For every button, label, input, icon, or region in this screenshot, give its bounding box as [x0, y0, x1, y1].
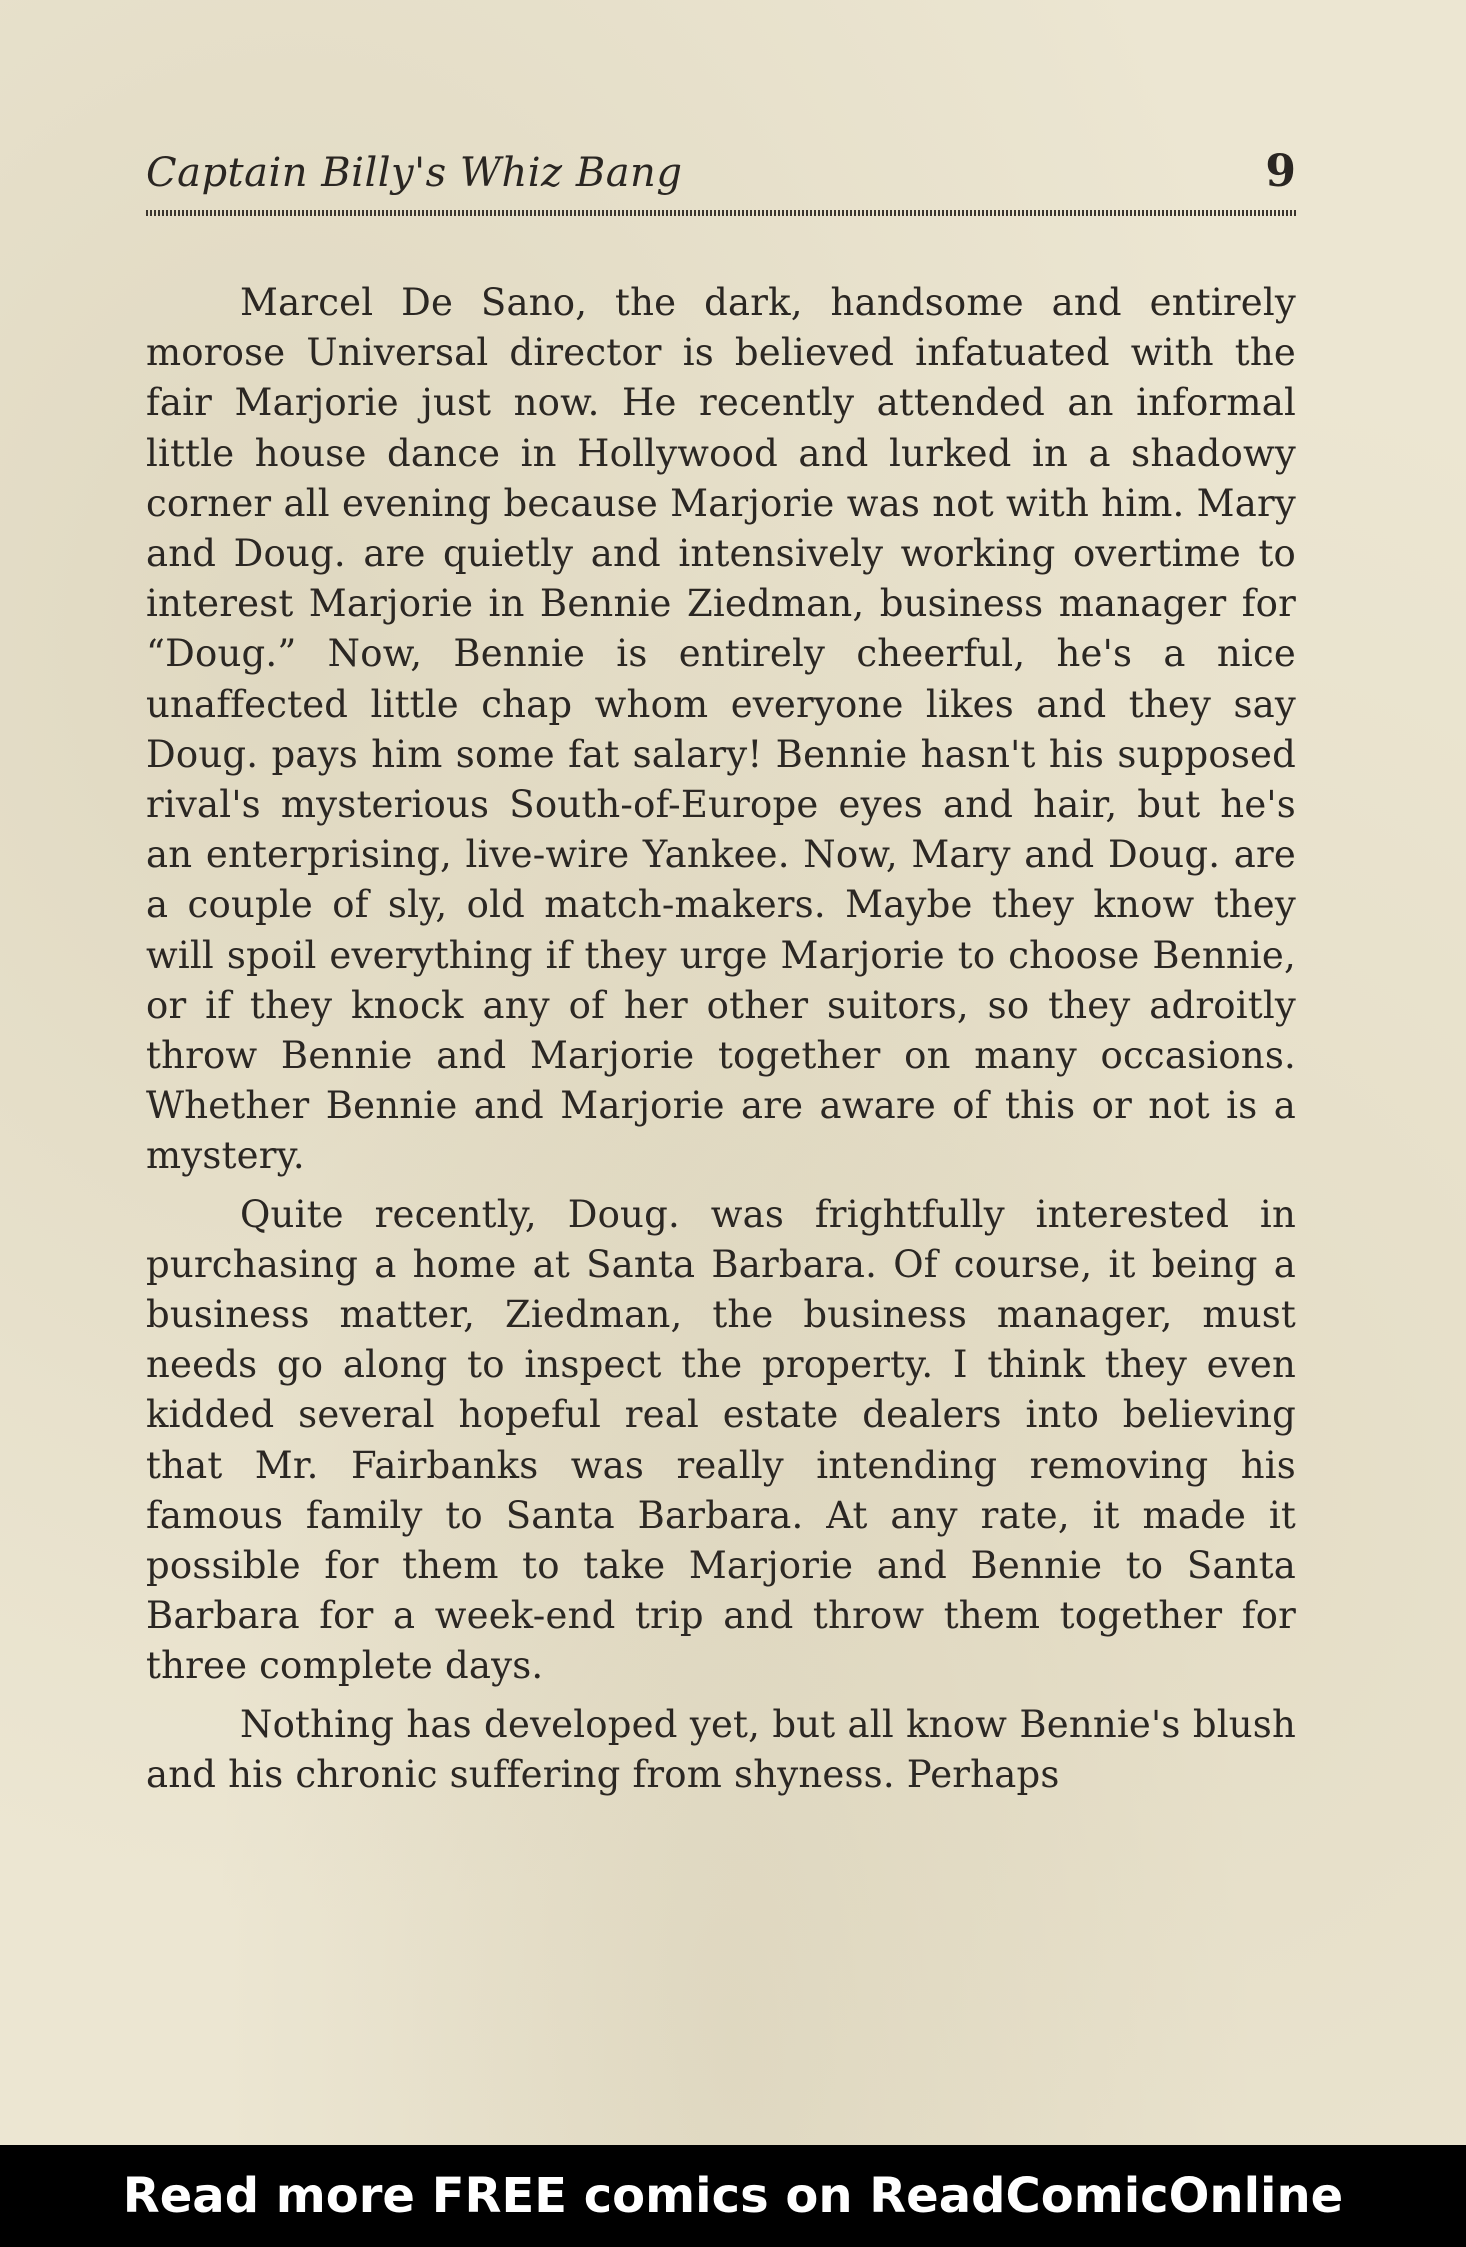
header-rule: [146, 210, 1296, 216]
paragraph-2: Quite recently, Doug. was frightfully interested in purchasing a home at Santa Barbara. Of course, it being a business matter, Ziedman, the business manager, must needs go along to inspect the property. I think they even kidded several hopeful real estate dealers into believing that Mr. Fairbanks was really intending removing his famous family to Santa Barbara. At any rate, it made it possible for them to take Marjorie and Bennie to Santa Barbara for a week-end trip and throw them together for three complete days.: [146, 1192, 1296, 1688]
running-title: Captain Billy's Whiz Bang: [146, 150, 683, 196]
page-number: 9: [1265, 146, 1296, 197]
promo-banner[interactable]: [0, 2145, 1466, 2247]
article-body: [146, 278, 1296, 1808]
paragraph-1: Marcel De Sano, the dark, handsome and entirely morose Universal director is believed infatuated with the fair Marjorie just now. He recently attended an informal little house dance in Hollywood and lurked in a shadowy corner all evening because Marjorie was not with him. Mary and Doug. are quietly and intensively working overtime to interest Marjorie in Bennie Ziedman, business manager for “Doug.” Now, Bennie is entirely cheerful, he's a nice unaffected little chap whom everyone likes and they say Doug. pays him some fat salary! Bennie hasn't his supposed rival's mysterious South-of-Europe eyes and hair, but he's an enterprising, live-wire Yankee. Now, Mary and Doug. are a couple of sly, old match-makers. Maybe they know they will spoil everything if they urge Marjorie to choose Bennie, or if they knock any of her other suitors, so they adroitly throw Bennie and Marjorie together on many occasions. Whether Bennie and Marjorie are aware of this or not is a mystery.: [146, 281, 1296, 1178]
promo-banner-text[interactable]: Read more FREE comics on ReadComicOnline: [122, 2168, 1344, 2224]
paragraph-3: Nothing has developed yet, but all know Bennie's blush and his chronic suffering from shyness. Perhaps: [146, 1702, 1296, 1796]
page-header: [146, 146, 1296, 210]
